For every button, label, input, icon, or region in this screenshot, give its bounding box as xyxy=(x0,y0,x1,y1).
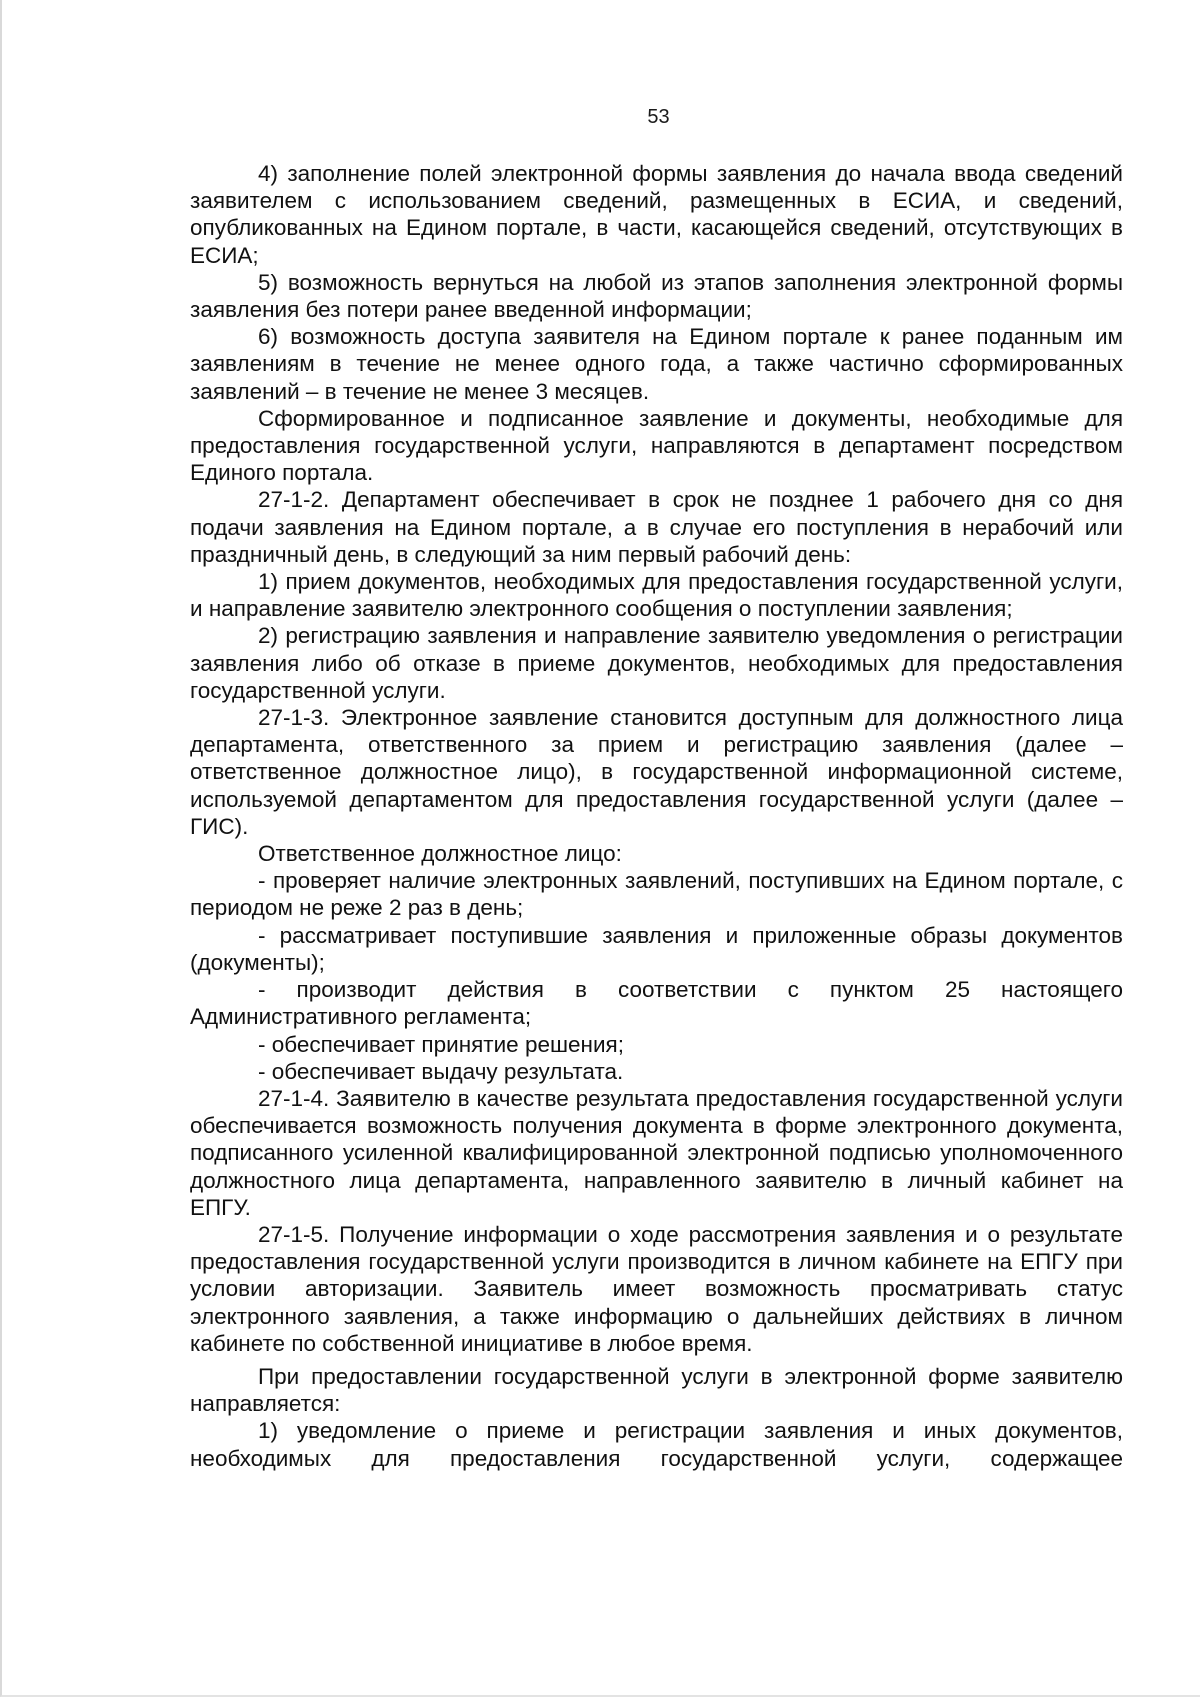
paragraph-27-1-2: 27-1-2. Департамент обеспечивает в срок не позднее 1 рабочего дня со дня подачи заявления на Едином портале, а в случае его поступления в нерабочий или праздничный день, в следующий за ним первый рабочий день: xyxy=(190,487,1123,567)
paragraph-27-1-5: 27-1-5. Получение информации о ходе рассмотрения заявления и о результате предоставления государственной услуги производится в личном кабинете на ЕПГУ при условии авторизации. Заявитель имеет возможность просматривать статус электронного заявления, а также информацию о дальнейших действиях в личном кабинете по собственной инициативе в любое время. xyxy=(190,1221,1123,1356)
paragraph-subitem-1: 1) прием документов, необходимых для предоставления государственной услуги, и направление заявителю электронного сообщения о поступлении заявления; xyxy=(190,569,1123,622)
paragraph-item-4: 4) заполнение полей электронной формы заявления до начала ввода сведений заявителем с использованием сведений, размещенных в ЕСИА, и сведений, опубликованных на Едином портале, в части, касающейся сведений, отсутствующих в ЕСИА; xyxy=(190,161,1123,268)
paragraph-dash-decision: - обеспечивает принятие решения; xyxy=(258,1031,624,1057)
paragraph-subitem-2: 2) регистрацию заявления и направление заявителю уведомления о регистрации заявления либо об отказе в приеме документов, необходимых для предоставления государственной услуги. xyxy=(190,623,1123,703)
paragraph-27-1-4: 27-1-4. Заявителю в качестве результата предоставления государственной услуги обеспечивается возможность получения документа в форме электронного документа, подписанного усиленной квалифицированной электронной подписью уполномоченного должностного лица департамента, направленного заявителю в личный кабинет на ЕПГУ. xyxy=(190,1085,1123,1220)
paragraph-dash-result: - обеспечивает выдачу результата. xyxy=(258,1058,624,1084)
paragraph-dash-reviews: - рассматривает поступившие заявления и приложенные образы документов (документы); xyxy=(190,922,1123,975)
paragraph-item-6: 6) возможность доступа заявителя на Едином портале к ранее поданным им заявлениям в течение не менее одного года, а также частично сформированных заявлений – в течение не менее 3 месяцев. xyxy=(190,324,1123,404)
page-number: 53 xyxy=(647,106,670,128)
paragraph-dash-checks: - проверяет наличие электронных заявлений, поступивших на Едином портале, с периодом не реже 2 раз в день; xyxy=(190,868,1123,921)
paragraph-item-5: 5) возможность вернуться на любой из этапов заполнения электронной формы заявления без потери ранее введенной информации; xyxy=(190,269,1123,323)
document-body xyxy=(190,160,1123,1472)
paragraph-notification-1: 1) уведомление о приеме и регистрации заявления и иных документов, необходимых для предоставления государственной услуги, содержащее xyxy=(190,1418,1123,1471)
paragraph-electronic-form: При предоставлении государственной услуги в электронной форме заявителю направляется: xyxy=(190,1363,1123,1417)
paragraph-official-intro: Ответственное должностное лицо: xyxy=(258,841,622,867)
paragraph-submission: Сформированное и подписанное заявление и документы, необходимые для предоставления государственной услуги, направляются в департамент посредством Единого портала. xyxy=(190,405,1123,486)
paragraph-27-1-3: 27-1-3. Электронное заявление становится доступным для должностного лица департамента, ответственного за прием и регистрацию заявления (далее – ответственное должностное лицо), в государственной информационной системе, используемой департаментом для предоставления государственной услуги (далее – ГИС). xyxy=(190,705,1123,839)
paragraph-dash-actions: - производит действия в соответствии с пунктом 25 настоящего Административного регламента; xyxy=(190,977,1123,1030)
